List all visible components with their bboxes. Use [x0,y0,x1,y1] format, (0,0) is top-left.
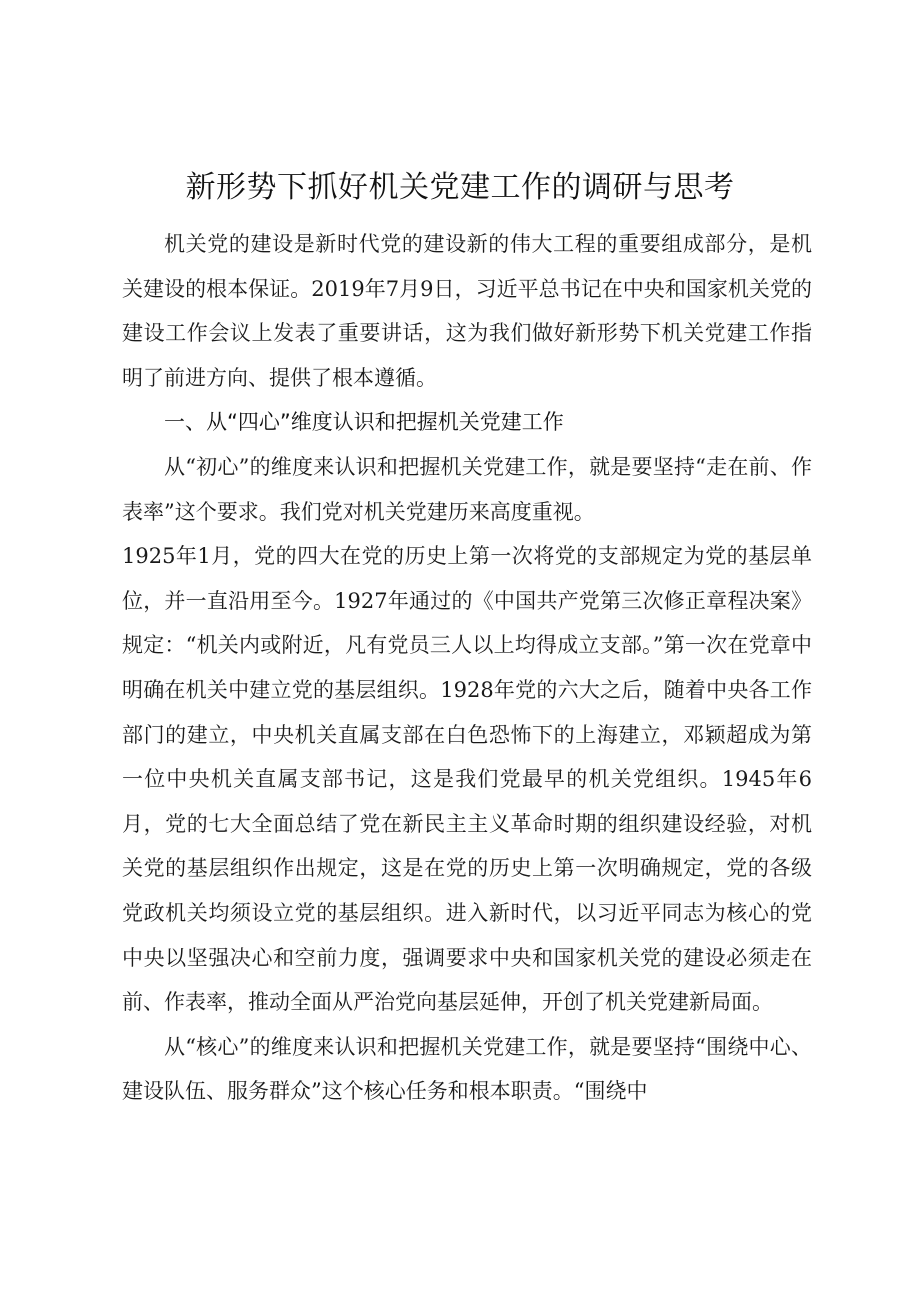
paragraph-history: 1925年1月，党的四大在党的历史上第一次将党的支部规定为党的基层单位，并一直沿用至今。1927年通过的《中国共产党第三次修正章程决案》规定：“机关内或附近，凡有党员三人以上均得成立支部。”第一次在党章中明确在机关中建立党的基层组织。1928年党的六大之后，随着中央各工作部门的建立，中央机关直属支部在白色恐怖下的上海建立，邓颖超成为第一位中央机关直属支部书记，这是我们党最早的机关党组织。1945年6月，党的七大全面总结了党在新民主主义革命时期的组织建设经验，对机关党的基层组织作出规定，这是在党的历史上第一次明确规定，党的各级党政机关均须设立党的基层组织。进入新时代，以习近平同志为核心的党中央以坚强决心和空前力度，强调要求中央和国家机关党的建设必须走在前、作表率，推动全面从严治党向基层延伸，开创了机关党建新局面。 [122,544,812,1015]
document-title: 新形势下抓好机关党建工作的调研与思考 [185,170,735,205]
paragraph-intro: 机关党的建设是新时代党的建设新的伟大工程的重要组成部分，是机关建设的根本保证。2019年7月9日，习近平总书记在中央和国家机关党的建设工作会议上发表了重要讲话，这为我们做好新形势下机关党建工作指明了前进方向、提供了根本遵循。 [122,232,812,390]
paragraph-hexin: 从“核心”的维度来认识和把握机关党建工作，就是要坚持“围绕中心、建设队伍、服务群众”这个核心任务和根本职责。“围绕中 [122,1034,812,1104]
paragraph-chuxin: 从“初心”的维度来认识和把握机关党建工作，就是要坚持“走在前、作表率”这个要求。我们党对机关党建历来高度重视。 [122,454,812,524]
document-body [122,222,812,1114]
section-heading: 一、从“四心”维度认识和把握机关党建工作 [164,410,564,435]
